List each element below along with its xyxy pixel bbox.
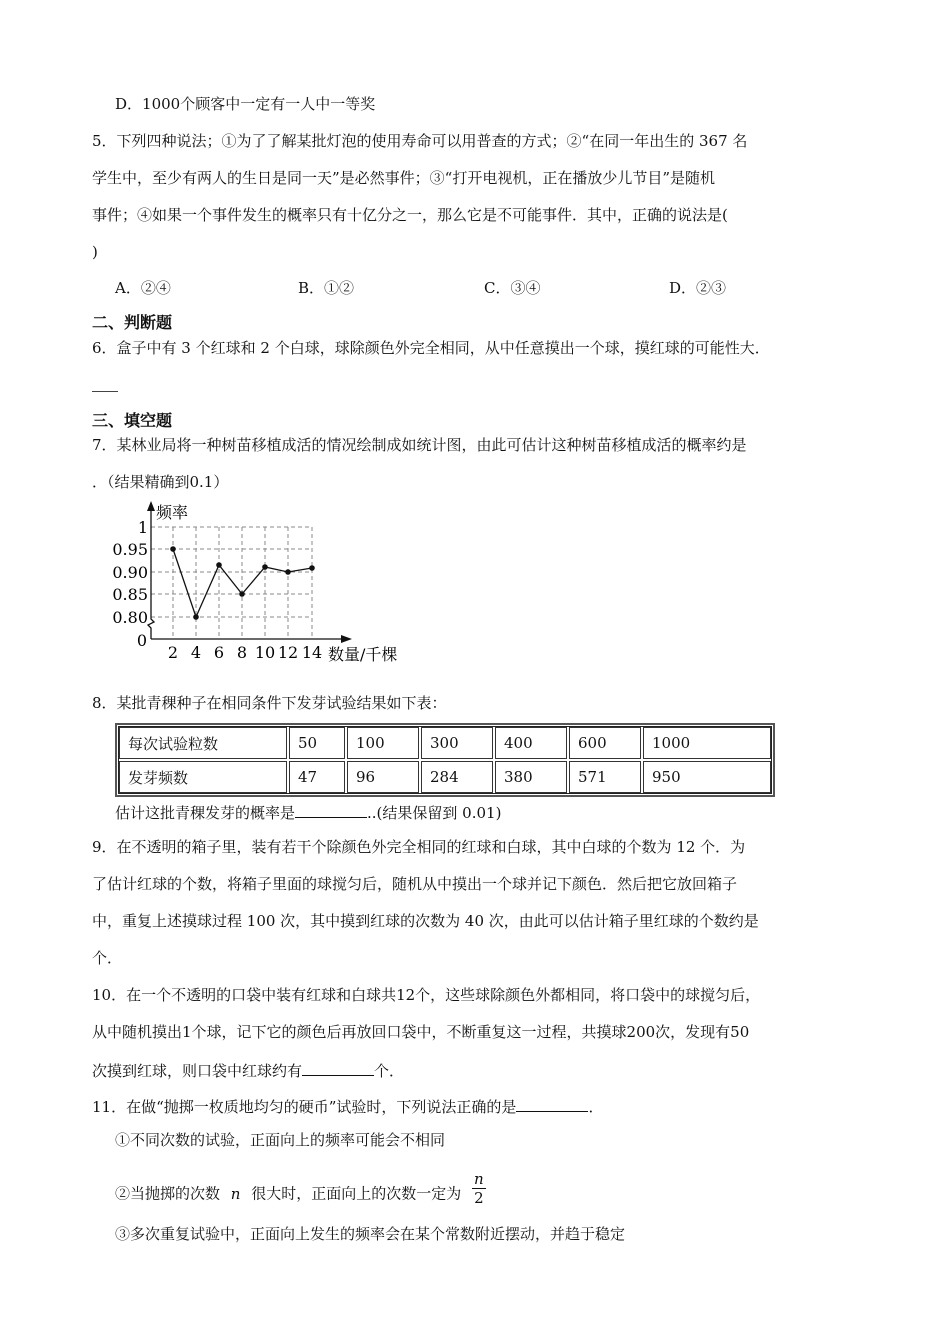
table-cell: 300 (421, 727, 493, 759)
y-tick-090: 0.90 (112, 563, 148, 582)
y-axis-arrow-icon (147, 501, 155, 511)
q7-line-1: 7．某林业局将一种树苗移植成活的情况绘制成如统计图，由此可估计这种树苗移植成活的概率约是 (92, 436, 747, 454)
q10-line-3-prefix: 次摸到红球，则口袋中红球约有 (92, 1062, 303, 1080)
section-3-heading: 三、填空题 (92, 411, 173, 430)
x-tick-8: 8 (236, 643, 248, 662)
q6-text: 6．盒子中有 3 个红球和 2 个白球，球除颜色外完全相同，从中任意摸出一个球，摸红球的可能性大． (92, 339, 770, 357)
q5-line-4: ) (92, 243, 98, 261)
chart-gridlines (151, 527, 312, 639)
table-cell: 380 (495, 761, 567, 793)
x-tick-4: 4 (190, 643, 202, 662)
q8-after-suffix: ..(结果保留到 0.01) (367, 804, 502, 822)
x-axis-label: 数量/千棵 (328, 645, 398, 664)
q9-line-4: 个． (92, 949, 123, 967)
q5-option-c: C．③④ (484, 279, 541, 297)
x-tick-12: 12 (277, 643, 299, 662)
table-row-header: 每次试验粒数 (119, 727, 287, 759)
x-tick-6: 6 (213, 643, 225, 662)
q11-line-1 (92, 1095, 603, 1117)
table-cell: 47 (289, 761, 345, 793)
y-tick-095: 0.95 (112, 540, 148, 559)
q7-line-2: ．（结果精确到0.1） (92, 473, 229, 491)
table-cell: 1000 (643, 727, 771, 759)
table-row (119, 727, 771, 759)
q11-line-1-prefix: 11．在做“抛掷一枚质地均匀的硬币”试验时，下列说法正确的是 (92, 1098, 517, 1116)
q5-option-d: D．②③ (669, 279, 727, 297)
table-cell: 571 (569, 761, 641, 793)
q11-item-3: ③多次重复试验中，正面向上发生的频率会在某个常数附近摆动，并趋于稳定 (115, 1225, 626, 1243)
table-cell: 284 (421, 761, 493, 793)
q11-item-2-variable: n (230, 1184, 241, 1203)
y-tick-1: 1 (137, 518, 148, 537)
table-row (119, 761, 771, 793)
q8-answer-blank (295, 801, 367, 818)
q11-item-2-prefix: ②当抛掷的次数 (115, 1184, 221, 1203)
table-cell: 96 (347, 761, 419, 793)
x-axis-arrow-icon (341, 635, 352, 643)
fraction-denominator: 2 (474, 1189, 484, 1207)
y-tick-origin: 0 (136, 631, 147, 650)
q11-line-1-suffix: ． (588, 1098, 604, 1116)
table-cell: 50 (289, 727, 345, 759)
table-cell: 400 (495, 727, 567, 759)
x-tick-10: 10 (254, 643, 276, 662)
table-cell: 600 (569, 727, 641, 759)
q10-answer-blank (302, 1059, 374, 1076)
q7-line-chart (100, 495, 430, 670)
q5-line-1: 5．下列四种说法；①为了了解某批灯泡的使用寿命可以用普查的方式；②“在同一年出生的 367 名 (92, 132, 748, 150)
q11-answer-blank (516, 1095, 588, 1112)
q8-after-table (115, 801, 501, 823)
q8-table (115, 723, 775, 797)
q10-line-3-suffix: 个． (374, 1062, 405, 1080)
q5-option-a: A．②④ (115, 279, 171, 297)
x-tick-2: 2 (167, 643, 179, 662)
q8-after-prefix: 估计这批青稞发芽的概率是 (115, 804, 296, 822)
chart-axes (148, 507, 345, 639)
y-axis-label: 频率 (156, 503, 189, 522)
x-tick-14: 14 (301, 643, 323, 662)
q5-line-2: 学生中，至少有两人的生日是同一天”是必然事件；③“打开电视机，正在播放少儿节目”是随机 (92, 169, 716, 187)
q11-item-1: ①不同次数的试验，正面向上的频率可能会不相同 (115, 1131, 446, 1149)
q11-fraction (472, 1170, 486, 1207)
table-row-header: 发芽频数 (119, 761, 287, 793)
q11-item-2 (115, 1170, 486, 1213)
q8-text: 8．某批青稞种子在相同条件下发芽试验结果如下表： (92, 694, 447, 712)
q5-option-b: B．①② (298, 279, 355, 297)
q4-option-d: D．1000个顾客中一定有一人中一等奖 (115, 95, 376, 113)
table-cell: 950 (643, 761, 771, 793)
q9-line-2: 了估计红球的个数，将箱子里面的球搅匀后，随机从中摸出一个球并记下颜色．然后把它放回箱子 (92, 875, 738, 893)
y-tick-080: 0.80 (112, 608, 148, 627)
q9-line-3: 中，重复上述摸球过程 100 次，其中摸到红球的次数为 40 次，由此可以估计箱子里红球的个数约是 (92, 912, 759, 930)
q11-item-2-mid: 很大时，正面向上的次数一定为 (251, 1184, 462, 1203)
q5-line-3: 事件；④如果一个事件发生的概率只有十亿分之一，那么它是不可能事件．其中，正确的说法是( (92, 206, 728, 224)
q6-answer-blank (92, 391, 118, 392)
q10-line-1: 10．在一个不透明的口袋中装有红球和白球共12个，这些球除颜色外都相同，将口袋中的球搅匀后， (92, 986, 761, 1004)
q10-line-2: 从中随机摸出1个球，记下它的颜色后再放回口袋中，不断重复这一过程，共摸球200次，发现有50 (92, 1023, 750, 1041)
q9-line-1: 9．在不透明的箱子里，装有若干个除颜色外完全相同的红球和白球，其中白球的个数为 12 个．为 (92, 838, 746, 856)
y-tick-085: 0.85 (112, 585, 148, 604)
fraction-numerator: n (474, 1170, 484, 1188)
table-cell: 100 (347, 727, 419, 759)
q10-line-3 (92, 1059, 404, 1081)
section-2-heading: 二、判断题 (92, 313, 173, 332)
